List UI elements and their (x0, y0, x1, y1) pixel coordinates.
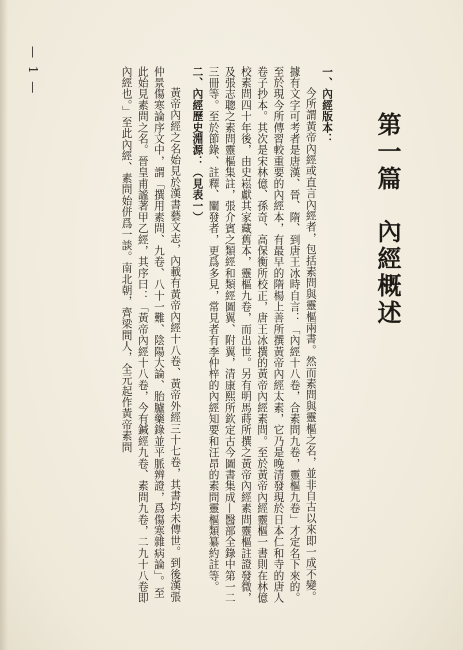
page-gutter-shadow (0, 0, 8, 650)
chapter-number: 第一篇 (373, 112, 401, 193)
page-number: — 1 — (26, 46, 40, 96)
section-paragraph-editions: 今所謂黃帝內經或直言內經者，包括素問與靈樞兩書。然而素問與靈樞之名，並非自古以來即一成不變。據有文字可考者是唐漢、晉、隋、到唐王冰時自言：「內經十八卷，合素問九卷，靈樞九卷」才定名下來的。至於現今所傳習較重要的內經本，有最早的隋楊上善所撰黃帝內經太素，它乃是晚清發現於日本仁和寺的唐人卷子抄本。其次是宋林億、孫奇、高保衡所校正，唐王冰撰的黃帝內經素問。至於黃帝內經靈樞一書則在林億校素問四十年後，由史崧獻其家藏舊本，靈樞九卷，而出世。另有明馬蒔所撰之黃帝內經素問靈樞註證發微，及張志聰之素問靈樞集註，張介賓之類經和類經圖翼、附翼，清康熙所欽定古今圖書集成—醫部全錄中第一二三冊等。至於節錄、註釋、闡發者，更爲多見，常見者有李仲梓的內經知要和汪昂的素問靈樞類纂約註等。 (207, 66, 317, 604)
section-heading-editions: 一、內經版本： (321, 66, 333, 145)
chapter-title (366, 112, 408, 342)
chapter-name: 內經概述 (373, 219, 401, 327)
section-paragraph-history: 黃帝內經之名始見於漢書藝文志，內載有黃帝內經十八卷、黃帝外經三十七卷，其書均未傳世。到後漢張仲景傷寒論序文中，謂「撰用素問、九卷、八十一難、陰陽大論、胎臚藥錄並平脈辨證，爲傷寒雜病論」。至此始見素問之名。晉皇甫謐著甲乙經，其序曰：「黃帝內經十八卷，今有鍼經九卷、素問九卷，二九十八卷即內經也。」至此內經、素問始併爲一談。南北朝，齊梁間人，全元起作黃帝素問 (120, 66, 182, 604)
section-heading-history: 二、內經歷史淵源：（見表一） (191, 66, 204, 223)
body-text (40, 66, 335, 606)
